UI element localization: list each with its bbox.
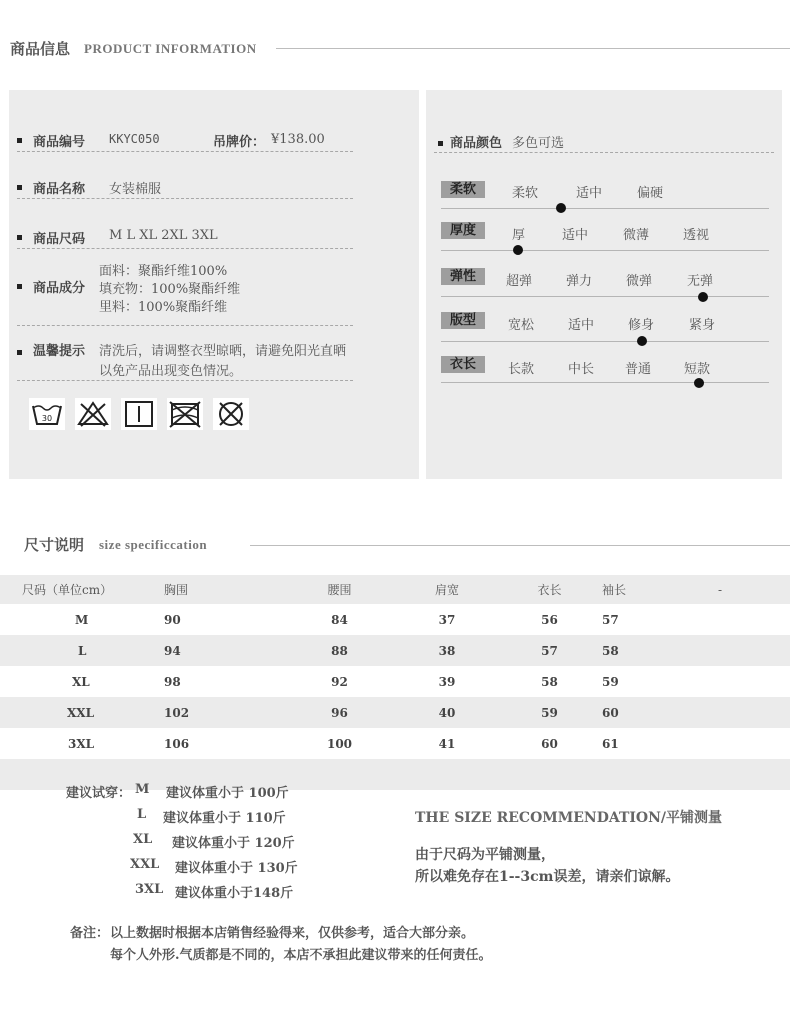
row-divider [17, 325, 353, 326]
table-row [0, 728, 790, 759]
header-chest: 胸围 [164, 583, 189, 597]
header-waist: 腰围 [327, 583, 352, 597]
bullet [17, 235, 22, 240]
product-info-subtitle: PRODUCT INFORMATION [84, 41, 257, 56]
footnote-label: 备注： [70, 926, 110, 941]
size-header-divider [250, 545, 790, 546]
bullet [17, 185, 22, 190]
product-details-panel [9, 90, 419, 479]
elasticity-marker [698, 292, 708, 302]
recommend-text: 建议体重小于 130斤 [175, 861, 298, 876]
size-section-subtitle: size specificcation [99, 537, 208, 552]
thickness-marker [513, 245, 523, 255]
product-info-title: 商品信息 [10, 40, 71, 58]
cell-waist: 92 [331, 674, 348, 689]
thickness-option: 适中 [562, 228, 589, 243]
softness-option: 偏硬 [637, 186, 664, 201]
thickness-label: 厚度 [441, 222, 485, 239]
elasticity-option: 微弹 [626, 274, 653, 289]
softness-marker [556, 203, 566, 213]
recommend-size: M [135, 782, 150, 797]
header-length: 衣长 [537, 583, 562, 597]
cell-size: M [75, 612, 89, 627]
length-marker [694, 378, 704, 388]
cell-size: 3XL [68, 736, 95, 751]
recommend-size: L [137, 807, 147, 822]
recommend-size: XXL [130, 857, 160, 872]
product-material-label: 商品成分 [33, 281, 86, 296]
cell-size: XL [72, 674, 90, 689]
material-line: 里料：100%聚酯纤维 [99, 300, 228, 315]
color-value: 多色可选 [512, 136, 565, 151]
recommend-text: 建议体重小于148斤 [175, 886, 294, 901]
recommend-note: 所以难免存在1--3cm误差，请亲们谅解。 [415, 869, 680, 885]
recommend-size: XL [133, 832, 153, 847]
elasticity-option: 弹力 [566, 274, 593, 289]
material-line: 填充物：100%聚酯纤维 [99, 282, 241, 297]
header-sleeve [602, 575, 790, 604]
row-divider [434, 152, 774, 153]
product-name-value: 女装棉服 [109, 182, 162, 197]
product-size-value: M L XL 2XL 3XL [109, 228, 218, 243]
cell-length: 56 [541, 612, 558, 627]
header-extra: - [718, 583, 723, 597]
cell-waist: 96 [282, 697, 397, 728]
tip-line: 清洗后，请调整衣型晾晒，请避免阳光直晒 [99, 344, 347, 359]
product-size-label: 商品尺码 [33, 232, 86, 247]
no-dry-clean-icon [213, 398, 249, 430]
cell-chest: 106 [164, 736, 190, 751]
cell-sleeve: 60 [602, 697, 790, 728]
bullet [17, 350, 22, 355]
recommend-text: 建议体重小于 100斤 [166, 786, 289, 801]
no-bleach-icon [75, 398, 111, 430]
product-attributes-panel [426, 90, 782, 479]
elasticity-label: 弹性 [441, 268, 485, 285]
header-size: 尺码（单位cm） [22, 583, 113, 597]
tip-label: 温馨提示 [33, 344, 86, 359]
recommend-text: 建议体重小于 110斤 [163, 811, 286, 826]
cell-sleeve: 57 [602, 612, 619, 627]
recommend-heading: THE SIZE RECOMMENDATION/平铺测量 [415, 810, 723, 826]
cell-length: 59 [497, 697, 602, 728]
cell-waist: 84 [331, 612, 348, 627]
product-name-label: 商品名称 [33, 182, 86, 197]
fit-option: 宽松 [508, 318, 535, 333]
cell-size: XXL [0, 697, 164, 728]
cell-length: 58 [541, 674, 558, 689]
fit-marker [637, 336, 647, 346]
length-option: 普通 [625, 362, 652, 377]
footnote-line: 以上数据时根据本店销售经验得来，仅供参考，适合大部分亲。 [110, 926, 475, 941]
table-row [0, 697, 790, 728]
cell-size: L [0, 635, 164, 666]
recommend-label: 建议试穿： [66, 786, 132, 801]
svg-text:30: 30 [41, 414, 53, 423]
length-option: 中长 [568, 362, 595, 377]
bullet [17, 284, 22, 289]
thickness-option: 微薄 [623, 228, 650, 243]
scale-line [441, 250, 769, 251]
fit-option: 适中 [568, 318, 595, 333]
cell-length: 60 [541, 736, 558, 751]
softness-option: 适中 [576, 186, 603, 201]
size-table [0, 575, 790, 790]
header-divider [276, 48, 790, 49]
cell-sleeve: 61 [602, 736, 619, 751]
length-label: 衣长 [441, 356, 485, 373]
length-option: 短款 [684, 362, 711, 377]
length-option: 长款 [508, 362, 535, 377]
bullet [17, 138, 22, 143]
row-divider [17, 380, 353, 381]
fit-option: 修身 [628, 318, 655, 333]
row-divider [17, 198, 353, 199]
cell-shoulder: 40 [397, 697, 497, 728]
softness-option: 柔软 [512, 186, 539, 201]
footnote-line: 每个人外形.气质都是不同的，本店不承担此建议带来的任何责任。 [110, 948, 492, 963]
product-code-label: 商品编号 [33, 135, 86, 150]
scale-line [441, 208, 769, 209]
material-line: 面料：聚酯纤维100% [99, 264, 228, 279]
table-header-row [0, 575, 790, 604]
no-tumble-dry-icon [167, 398, 203, 430]
thickness-option: 厚 [512, 228, 526, 243]
fit-option: 紧身 [689, 318, 716, 333]
tip-line: 以免产品出现变色情况。 [99, 364, 243, 379]
cell-waist: 88 [282, 635, 397, 666]
price-value: ¥138.00 [271, 132, 325, 147]
header-shoulder: 肩宽 [434, 583, 459, 597]
cell-chest: 102 [164, 697, 282, 728]
cell-chest: 90 [164, 612, 181, 627]
size-section-title: 尺寸说明 [24, 536, 85, 554]
scale-line [441, 296, 769, 297]
recommend-note: 由于尺码为平铺测量， [415, 847, 555, 863]
fit-label: 版型 [441, 312, 485, 329]
bullet [438, 141, 443, 146]
softness-label: 柔软 [441, 181, 485, 198]
cell-sleeve: 58 [602, 635, 790, 666]
table-row [0, 666, 790, 697]
cell-chest: 98 [164, 674, 181, 689]
scale-line [441, 341, 769, 342]
elasticity-option: 无弹 [687, 274, 714, 289]
hand-wash-30-icon [29, 398, 65, 430]
product-code-value: KKYC050 [109, 132, 160, 146]
row-divider [17, 248, 353, 249]
header-sleeve-label: 袖长 [602, 583, 627, 597]
color-label: 商品颜色 [450, 136, 503, 151]
cell-sleeve: 59 [602, 674, 619, 689]
cell-chest: 94 [164, 635, 282, 666]
hang-dry-icon [121, 398, 157, 430]
cell-shoulder: 38 [397, 635, 497, 666]
price-label: 吊牌价： [213, 135, 266, 150]
row-divider [17, 151, 353, 152]
recommend-text: 建议体重小于 120斤 [172, 836, 295, 851]
table-row [0, 635, 790, 666]
thickness-option: 透视 [683, 228, 710, 243]
elasticity-option: 超弹 [506, 274, 533, 289]
cell-shoulder: 39 [438, 674, 456, 689]
table-row [0, 604, 790, 635]
cell-waist: 100 [326, 736, 353, 751]
cell-shoulder: 41 [438, 736, 456, 751]
cell-length: 57 [497, 635, 602, 666]
cell-shoulder: 37 [438, 612, 456, 627]
recommend-size: 3XL [135, 882, 164, 897]
scale-line [441, 382, 769, 383]
